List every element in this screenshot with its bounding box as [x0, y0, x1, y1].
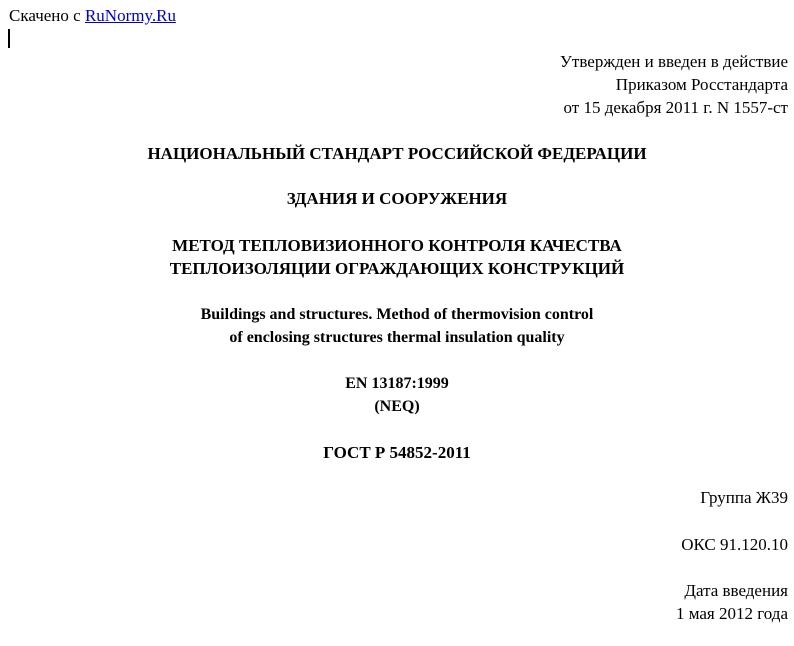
effective-date-label: Дата введения [684, 581, 788, 600]
english-title-line-2: of enclosing structures thermal insulation quality [229, 329, 565, 346]
approval-line-3: от 15 декабря 2011 г. N 1557-ст [563, 98, 788, 117]
effective-date: 1 мая 2012 года [675, 604, 788, 623]
text-cursor [8, 29, 10, 48]
standard-category: ЗДАНИЯ И СООРУЖЕНИЯ [286, 189, 508, 208]
runormy-link[interactable]: RuNormy.Ru [84, 6, 176, 25]
standard-header: НАЦИОНАЛЬНЫЙ СТАНДАРТ РОССИЙСКОЙ ФЕДЕРАЦИИ [147, 144, 647, 163]
download-source-line [9, 6, 176, 26]
reference-standard: EN 13187:1999 [345, 375, 449, 392]
approval-line-2: Приказом Росстандарта [615, 75, 788, 94]
approval-line-1: Утвержден и введен в действие [559, 52, 788, 71]
gost-number: ГОСТ Р 54852-2011 [323, 443, 471, 462]
reference-type: (NEQ) [374, 398, 420, 415]
standard-title-line-1: МЕТОД ТЕПЛОВИЗИОННОГО КОНТРОЛЯ КАЧЕСТВА [172, 236, 622, 255]
download-prefix: Скачено с [9, 6, 85, 25]
standard-title-line-2: ТЕПЛОИЗОЛЯЦИИ ОГРАЖДАЮЩИХ КОНСТРУКЦИЙ [169, 259, 625, 278]
classification-group: Группа Ж39 [700, 488, 788, 507]
classification-oks: ОКС 91.120.10 [681, 535, 788, 554]
english-title-line-1: Buildings and structures. Method of thermovision control [200, 306, 594, 323]
